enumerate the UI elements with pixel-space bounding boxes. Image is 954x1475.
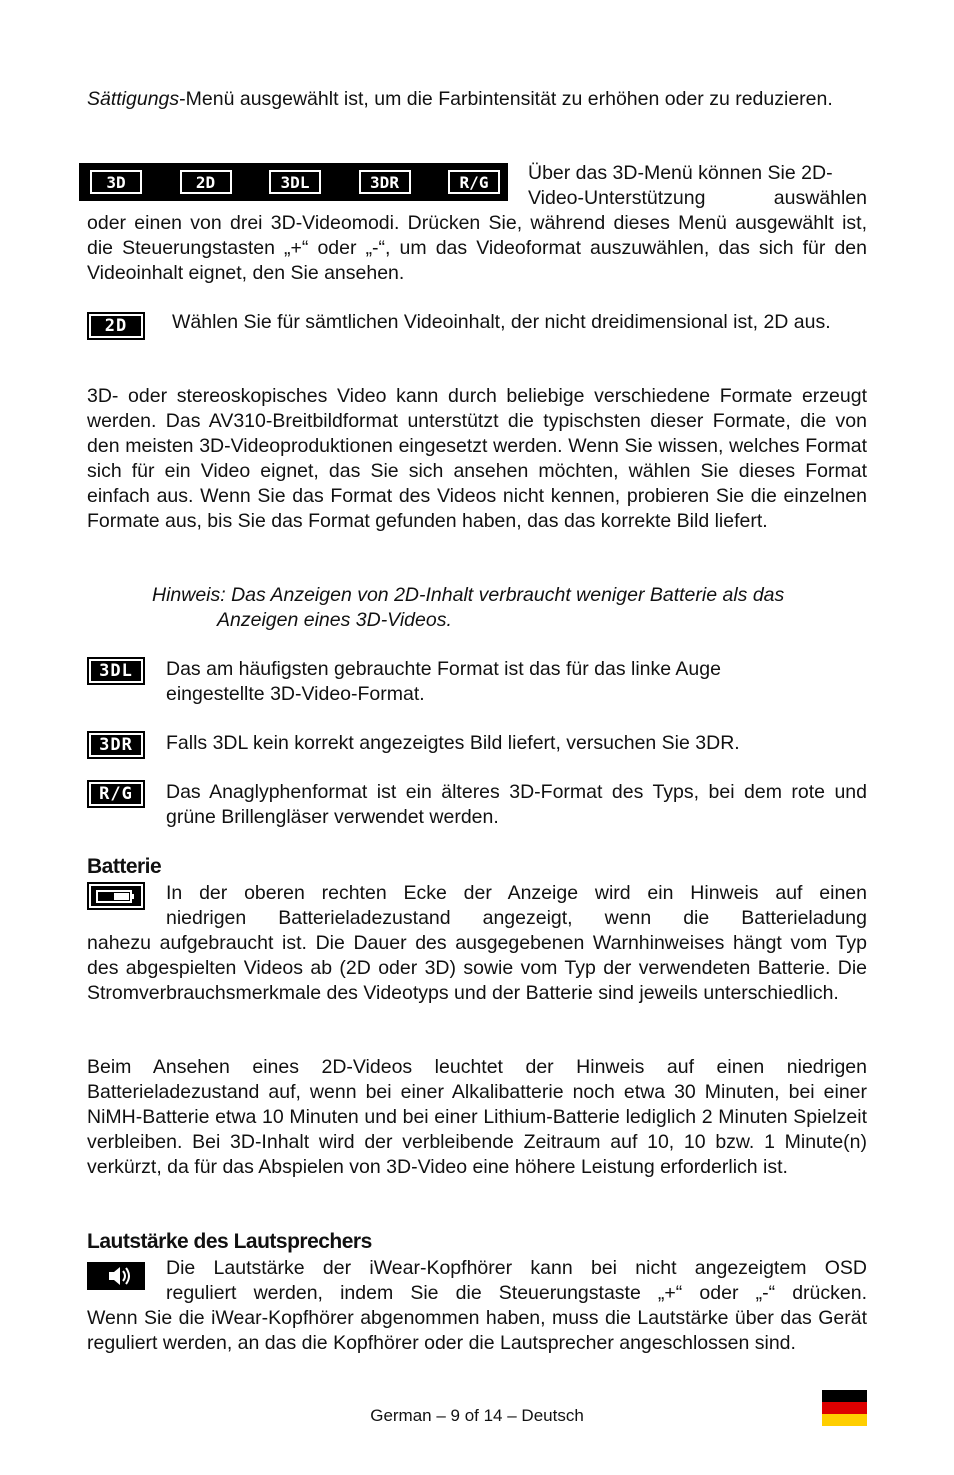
flag-stripe-gold <box>822 1414 867 1426</box>
mode-3dl-icon: 3DL <box>87 657 145 685</box>
menu-text-line2: Video-Unterstützung auswählen <box>528 187 867 209</box>
flag-stripe-red <box>822 1402 867 1414</box>
menu-text-rest: oder einen von drei 3D-Videomodi. Drücken Sie, während dieses Menü ausgewählt ist, die Steuerungstasten „+“ oder „-“, um das Videoformat auszuwählen, das sich für den Videoinhalt eignet, den Sie ansehen. <box>87 212 867 284</box>
german-flag-icon <box>822 1390 867 1426</box>
battery-rest: nahezu aufgebraucht ist. Die Dauer des ausgegebenen Warnhinweises hängt vom Typ des abgespielten Videos ab (2D oder 3D) sowie vom Typ der verwendeten Batterie. Die Stromverbrauchsmerkmale des Videotyps und der Batterie sind jeweils unterschiedlich. <box>87 932 867 1004</box>
menu-bar-image <box>79 163 508 201</box>
mode-2d-icon: 2D <box>87 312 145 340</box>
battery-icon <box>87 882 145 910</box>
desc-3dr: Falls 3DL kein korrekt angezeigtes Bild liefert, versuchen Sie 3DR. <box>166 732 740 754</box>
mode-3dr-icon: 3DR <box>87 731 145 759</box>
battery-glyph <box>96 888 136 904</box>
note-line1: Hinweis: Das Anzeigen von 2D-Inhalt verbraucht weniger Batterie als das <box>152 584 785 606</box>
menu-chip-3dl: 3DL <box>269 170 321 194</box>
intro-text: -Menü ausgewählt ist, um die Farbintensität zu erhöhen oder zu reduzieren. <box>179 88 833 110</box>
menu-chip-3d: 3D <box>90 170 142 194</box>
menu-chip-rg: R/G <box>448 170 500 194</box>
desc-2d: Wählen Sie für sämtlichen Videoinhalt, der nicht dreidimensional ist, 2D aus. <box>172 311 831 333</box>
volume-rest: Wenn Sie die iWear-Kopfhörer abgenommen haben, muss die Lautstärke über das Gerät reguliert werden, an das die Kopfhörer oder die Lautsprecher angeschlossen sind. <box>87 1307 867 1354</box>
menu-chip-3dr: 3DR <box>359 170 411 194</box>
menu-chip-2d: 2D <box>180 170 232 194</box>
battery-paragraph-2: Beim Ansehen eines 2D-Videos leuchtet der Hinweis auf einen niedrigen Batterieladezustand auf, wenn bei einer Alkalibatterie noch etwa 30 Minuten, bei einer NiMH-Batterie etwa 10 Minuten und bei einer Lithium-Batterie lediglich 2 Minuten Spielzeit verbleiben. Bei 3D-Inhalt wird der verbleibende Zeitraum auf 10, 10 bzw. 1 Minute(n) verkürzt, da für das Abspielen von 3D-Video eine höhere Leistung erforderlich ist. <box>87 1056 867 1178</box>
battery-heading: Batterie <box>87 855 162 878</box>
speaker-glyph <box>87 1262 145 1290</box>
mode-rg-icon: R/G <box>87 780 145 808</box>
intro-paragraph <box>87 87 867 112</box>
desc-rg: Das Anaglyphenformat ist ein älteres 3D-Format des Typs, bei dem rote und grüne Brillengläser verwendet werden. <box>166 781 867 828</box>
speaker-icon <box>87 1262 145 1290</box>
page-footer: German – 9 of 14 – Deutsch <box>370 1406 584 1425</box>
volume-heading: Lautstärke des Lautsprechers <box>87 1230 372 1253</box>
menu-text-line1: Über das 3D-Menü können Sie 2D- <box>528 162 833 184</box>
volume-line1: Die Lautstärke der iWear-Kopfhörer kann bei nicht angezeigtem OSD <box>166 1257 867 1279</box>
battery-line1: In der oberen rechten Ecke der Anzeige wird ein Hinweis auf einen <box>166 882 867 904</box>
volume-line2: reguliert werden, indem Sie die Steuerungstaste „+“ oder „-“ drücken. <box>166 1282 867 1304</box>
formats-paragraph: 3D- oder stereoskopisches Video kann durch beliebige verschiedene Formate erzeugt werden. Das AV310-Breitbildformat unterstützt die typischsten dieser Formate, die von den meisten 3D-Videoproduktionen eingesetzt werden. Wenn Sie wissen, welches Format sich für ein Video eignet, das Sie sich ansehen möchten, wählen Sie dieses Format einfach aus. Wenn Sie das Format des Videos nicht kennen, probieren Sie die einzelnen Formate aus, bis Sie das Format gefunden haben, das das korrekte Bild liefert. <box>87 385 867 532</box>
desc-3dl-line1: Das am häufigsten gebrauchte Format ist das für das linke Auge <box>166 658 721 680</box>
desc-3dl-line2: eingestellte 3D-Video-Format. <box>166 683 425 705</box>
note-line2: Anzeigen eines 3D-Videos. <box>217 609 452 631</box>
flag-stripe-black <box>822 1390 867 1402</box>
battery-line2: niedrigen Batterieladezustand angezeigt, wenn die Batterieladung <box>166 907 867 929</box>
intro-italic-word: Sättigungs <box>87 88 180 110</box>
